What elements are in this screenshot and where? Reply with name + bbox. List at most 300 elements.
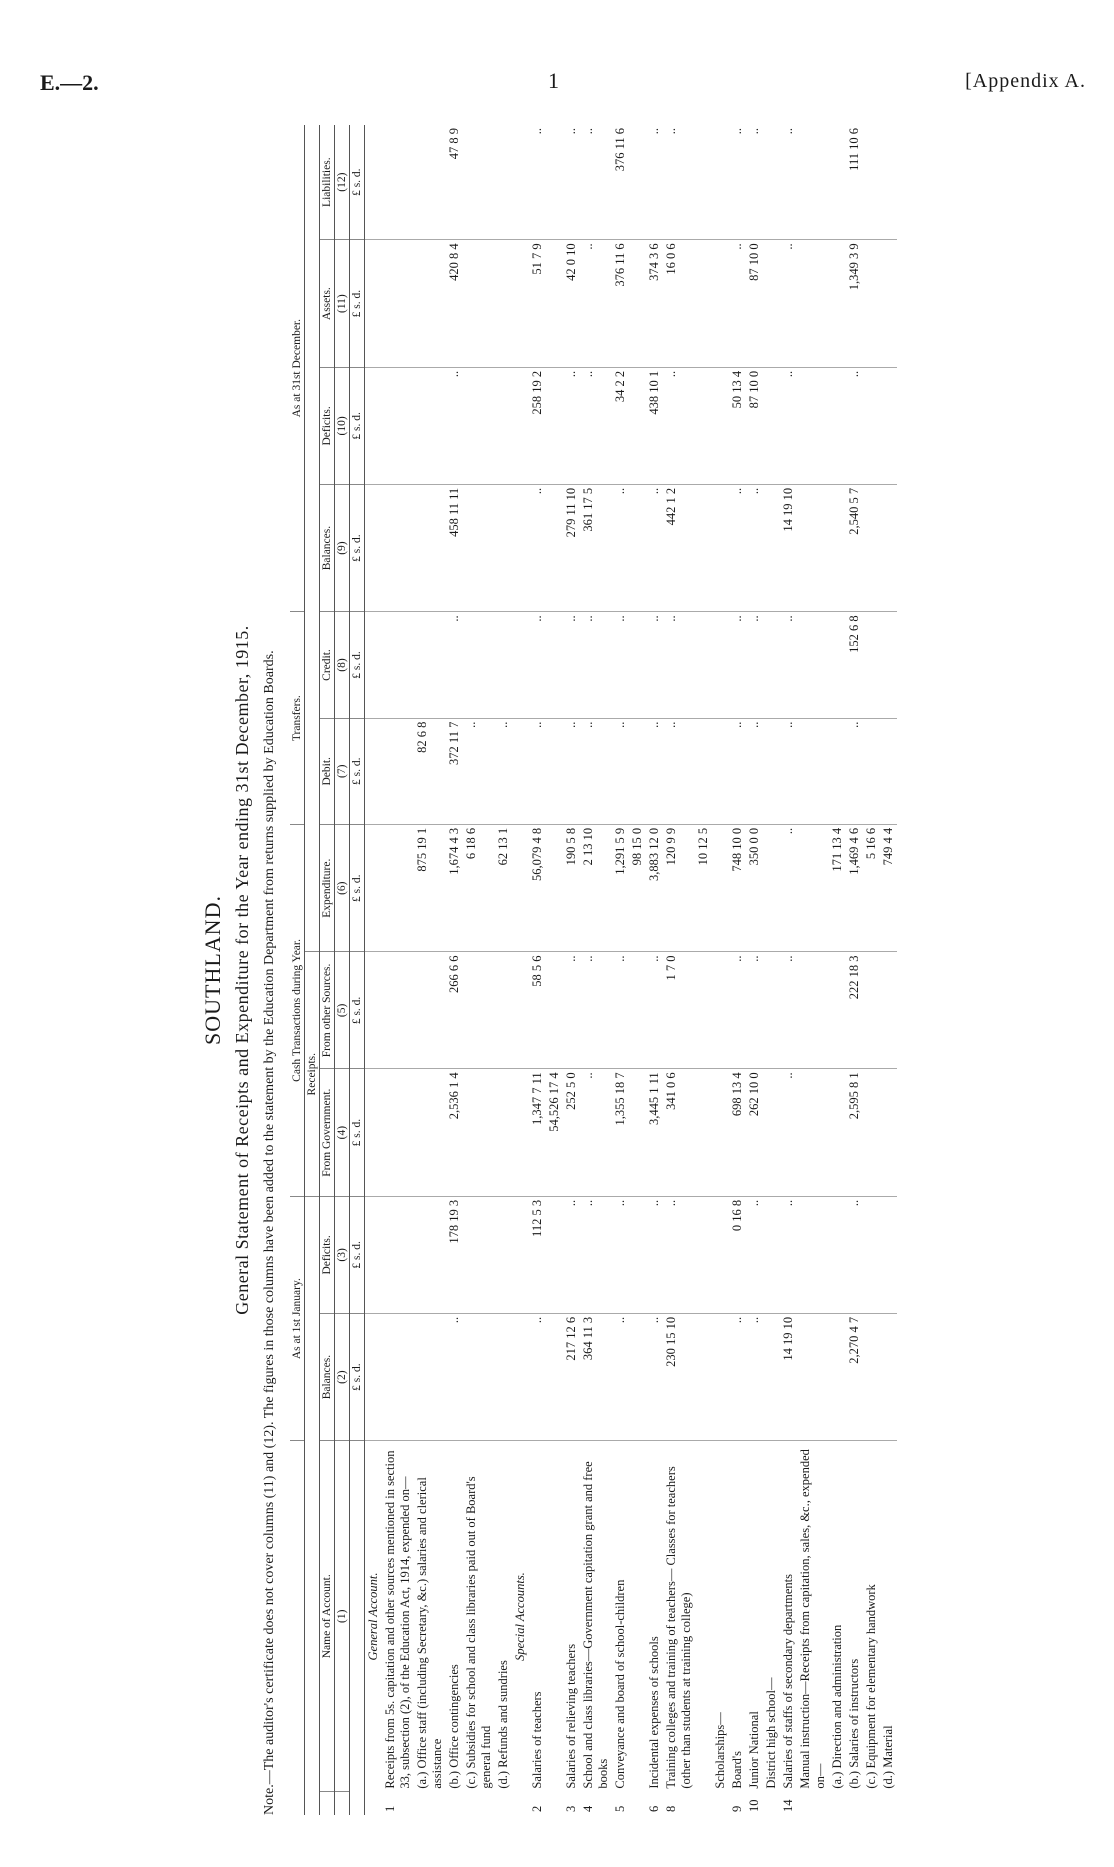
row-number [846, 1792, 863, 1815]
amount-cell: .. [780, 1069, 797, 1197]
column-header: Name of Account. [320, 1441, 335, 1792]
amount-cell [797, 367, 829, 484]
amount-cell [763, 367, 780, 484]
amount-cell [863, 1069, 880, 1197]
table-row [382, 125, 414, 1815]
amount-cell: 152 6 8 [846, 612, 863, 718]
account-name: Junior National [747, 1711, 761, 1789]
amount-cell: .. [646, 952, 663, 1069]
account-name: (b.) Office contingencies [447, 1664, 461, 1789]
table-row [512, 125, 529, 1815]
row-number [512, 1792, 529, 1815]
amount-cell [797, 1196, 829, 1313]
amount-cell [763, 952, 780, 1069]
amount-cell [414, 952, 446, 1069]
page-number: 1 [548, 68, 559, 93]
account-name: Special Accounts. [513, 1572, 527, 1661]
amount-cell: .. [580, 612, 612, 718]
column-header: Credit. [320, 612, 335, 718]
amount-cell: 1,674 4 3 [446, 824, 463, 952]
amount-cell [546, 612, 563, 718]
amount-cell [512, 240, 529, 368]
row-number: 2 [530, 1805, 544, 1812]
amount-cell [629, 1196, 646, 1313]
row-number [712, 1792, 729, 1815]
amount-cell: .. [663, 367, 695, 484]
amount-cell: 2,270 4 7 [846, 1313, 863, 1441]
amount-cell: .. [463, 718, 495, 824]
amount-cell: 1 7 0 [663, 952, 695, 1069]
statement-table [290, 125, 897, 1815]
amount-cell [863, 718, 880, 824]
amount-cell [365, 1313, 383, 1441]
amount-cell [797, 612, 829, 718]
amount-cell [880, 1069, 897, 1197]
amount-cell [829, 1313, 846, 1441]
amount-cell [712, 612, 729, 718]
row-number [414, 1792, 446, 1815]
amount-cell [546, 1196, 563, 1313]
account-name: (d.) Material [881, 1725, 895, 1789]
amount-cell: .. [529, 1313, 546, 1441]
col-index-head [320, 1792, 335, 1815]
account-name: (d.) Refunds and sundries [496, 1660, 510, 1789]
amount-cell [512, 718, 529, 824]
table-row [495, 125, 512, 1815]
table-row [763, 125, 780, 1815]
table-row [663, 125, 695, 1815]
amount-cell: .. [529, 718, 546, 824]
amount-cell: .. [646, 484, 663, 612]
amount-cell: .. [495, 718, 512, 824]
amount-cell: .. [780, 367, 797, 484]
amount-cell [829, 952, 846, 1069]
account-name: Scholarships— [713, 1712, 727, 1789]
amount-cell [512, 1313, 529, 1441]
statement-body [365, 125, 898, 1815]
table-row [712, 125, 729, 1815]
amount-cell [463, 1196, 495, 1313]
amount-cell: 10 12 5 [695, 824, 712, 952]
amount-cell: .. [746, 1313, 763, 1441]
table-row [612, 125, 629, 1815]
amount-cell [695, 484, 712, 612]
table-row [629, 125, 646, 1815]
amount-cell: 1,355 18 7 [612, 1069, 629, 1197]
table-row [695, 125, 712, 1815]
units-spacer [350, 1441, 365, 1815]
row-number [463, 1792, 495, 1815]
table-row [646, 125, 663, 1815]
amount-cell [365, 367, 383, 484]
column-number: (6) [335, 824, 350, 952]
amount-cell [763, 824, 780, 952]
amount-cell: .. [580, 240, 612, 368]
units-label: £ s. d. [350, 240, 365, 368]
amount-cell: 217 12 6 [563, 1313, 580, 1441]
amount-cell: .. [563, 952, 580, 1069]
account-name [629, 1441, 646, 1792]
amount-cell: 87 10 0 [746, 240, 763, 368]
amount-cell: 171 13 4 [829, 824, 846, 952]
amount-cell [712, 1069, 729, 1197]
row-number [629, 1792, 646, 1815]
column-header: Debit. [320, 718, 335, 824]
amount-cell [365, 484, 383, 612]
amount-cell: 1,349 3 9 [846, 240, 863, 368]
amount-cell [629, 718, 646, 824]
amount-cell [829, 718, 846, 824]
amount-cell [863, 612, 880, 718]
amount-cell: .. [529, 484, 546, 612]
amount-cell [463, 612, 495, 718]
amount-cell: 458 11 11 [446, 484, 463, 612]
amount-cell: 258 19 2 [529, 367, 546, 484]
amount-cell [463, 240, 495, 368]
amount-cell [382, 1196, 414, 1313]
amount-cell [863, 484, 880, 612]
amount-cell: 190 5 8 [563, 824, 580, 952]
amount-cell [382, 612, 414, 718]
amount-cell [829, 484, 846, 612]
column-number: (11) [335, 240, 350, 368]
account-name: Salaries of relieving teachers [564, 1643, 578, 1789]
amount-cell [880, 1196, 897, 1313]
amount-cell: 442 1 2 [663, 484, 695, 612]
amount-cell: 34 2 2 [612, 367, 629, 484]
amount-cell [863, 952, 880, 1069]
amount-cell [414, 1196, 446, 1313]
amount-cell [829, 1069, 846, 1197]
amount-cell: 222 18 3 [846, 952, 863, 1069]
amount-cell: 111 10 6 [846, 125, 863, 240]
amount-cell [365, 1069, 383, 1197]
amount-cell: .. [729, 1313, 746, 1441]
units-row [350, 125, 365, 1815]
amount-cell: .. [612, 612, 629, 718]
table-row [563, 125, 580, 1815]
amount-cell: 112 5 3 [529, 1196, 546, 1313]
row-number: 10 [747, 1799, 761, 1812]
amount-cell: 361 17 5 [580, 484, 612, 612]
amount-cell: 262 10 0 [746, 1069, 763, 1197]
amount-cell: .. [729, 125, 746, 240]
amount-cell [495, 952, 512, 1069]
amount-cell: .. [446, 612, 463, 718]
amount-cell [495, 1196, 512, 1313]
table-row [846, 125, 863, 1815]
amount-cell [382, 367, 414, 484]
column-number: (1) [335, 1441, 350, 1792]
amount-cell: 178 19 3 [446, 1196, 463, 1313]
amount-cell [546, 125, 563, 240]
amount-cell [365, 718, 383, 824]
amount-cell [463, 367, 495, 484]
amount-cell: 748 10 0 [729, 824, 746, 952]
amount-cell [797, 240, 829, 368]
amount-cell: 6 18 6 [463, 824, 495, 952]
amount-cell: 698 13 4 [729, 1069, 746, 1197]
amount-cell [829, 612, 846, 718]
account-name: Incidental expenses of schools [647, 1636, 661, 1789]
amount-cell: .. [563, 125, 580, 240]
row-number [365, 1792, 383, 1815]
amount-cell: .. [580, 718, 612, 824]
amount-cell [863, 1196, 880, 1313]
amount-cell [863, 125, 880, 240]
amount-cell: .. [846, 367, 863, 484]
amount-cell: 1,291 5 9 [612, 824, 629, 952]
amount-cell: 14 19 10 [780, 484, 797, 612]
table-row [446, 125, 463, 1815]
subgroup-header-row [305, 125, 320, 1815]
amount-cell [880, 367, 897, 484]
auditor-note: Note.—The auditor's certificate does not cover columns (11) and (12). The figures in those columns have been added to the statement by the Education Department from returns supplied by Education Boards. [262, 650, 277, 1815]
account-name: General Account. [366, 1572, 380, 1661]
amount-cell [829, 1196, 846, 1313]
amount-cell: 47 8 9 [446, 125, 463, 240]
amount-cell [546, 824, 563, 952]
amount-cell [829, 367, 846, 484]
amount-cell: .. [846, 718, 863, 824]
amount-cell: .. [663, 612, 695, 718]
amount-cell: 1,469 4 6 [846, 824, 863, 952]
units-label: £ s. d. [350, 367, 365, 484]
amount-cell: 2,540 5 7 [846, 484, 863, 612]
amount-cell [695, 718, 712, 824]
group-transfers: Transfers. [290, 612, 305, 825]
amount-cell [414, 484, 446, 612]
column-header: Expenditure. [320, 824, 335, 952]
row-number: 1 [383, 1805, 397, 1812]
amount-cell: .. [612, 718, 629, 824]
column-header: Assets. [320, 240, 335, 368]
amount-cell [382, 718, 414, 824]
amount-cell [880, 125, 897, 240]
amount-cell [365, 1196, 383, 1313]
amount-cell: .. [580, 1069, 612, 1197]
amount-cell [463, 1069, 495, 1197]
table-row [414, 125, 446, 1815]
row-number [495, 1792, 512, 1815]
amount-cell: .. [780, 1196, 797, 1313]
amount-cell: 420 8 4 [446, 240, 463, 368]
account-name: Training colleges and training of teachers— Classes for teachers (other than students at training college) [664, 1466, 693, 1789]
amount-cell [365, 240, 383, 368]
amount-cell [495, 125, 512, 240]
row-number: 3 [564, 1805, 578, 1812]
account-name: Receipts from 5s. capitation and other sources mentioned in section 33, subsection (2), of the Education Act, 1914, expended on— [383, 1450, 412, 1789]
amount-cell: .. [563, 612, 580, 718]
amount-cell [695, 125, 712, 240]
amount-cell [763, 240, 780, 368]
amount-cell: .. [780, 125, 797, 240]
amount-cell: 58 5 6 [529, 952, 546, 1069]
units-label: £ s. d. [350, 718, 365, 824]
report-code: E.—2. [40, 70, 99, 95]
table-row [729, 125, 746, 1815]
amount-cell: 1,347 7 11 [529, 1069, 546, 1197]
amount-cell: .. [780, 824, 797, 952]
row-number: 14 [781, 1799, 795, 1812]
amount-cell [763, 1196, 780, 1313]
row-number: 9 [730, 1805, 744, 1812]
amount-cell [695, 952, 712, 1069]
amount-cell: .. [563, 718, 580, 824]
statement-title: General Statement of Receipts and Expenditure for the Year ending 31st December, 1915. [232, 625, 252, 1315]
amount-cell: .. [729, 240, 746, 368]
amount-cell: .. [780, 240, 797, 368]
amount-cell [512, 125, 529, 240]
amount-cell: 42 0 10 [563, 240, 580, 368]
amount-cell [365, 952, 383, 1069]
amount-cell: 2 13 10 [580, 824, 612, 952]
amount-cell: 230 15 10 [663, 1313, 695, 1441]
amount-cell: 56,079 4 8 [529, 824, 546, 952]
amount-cell [880, 718, 897, 824]
amount-cell [414, 240, 446, 368]
amount-cell [712, 824, 729, 952]
amount-cell [712, 718, 729, 824]
amount-cell [463, 1313, 495, 1441]
amount-cell [695, 1313, 712, 1441]
amount-cell [863, 240, 880, 368]
amount-cell [863, 367, 880, 484]
amount-cell [797, 718, 829, 824]
amount-cell: 5 16 6 [863, 824, 880, 952]
amount-cell: 266 6 6 [446, 952, 463, 1069]
group-jan: As at 1st January. [290, 1196, 305, 1440]
amount-cell: 2,536 1 4 [446, 1069, 463, 1197]
amount-cell: .. [646, 612, 663, 718]
column-number: (3) [335, 1196, 350, 1313]
amount-cell: 372 11 7 [446, 718, 463, 824]
row-number [829, 1792, 846, 1815]
group-cash: Cash Transactions during Year. [290, 824, 305, 1196]
table-row [546, 125, 563, 1815]
amount-cell [382, 1313, 414, 1441]
amount-cell [629, 612, 646, 718]
amount-cell: .. [580, 952, 612, 1069]
amount-cell [880, 240, 897, 368]
amount-cell [880, 612, 897, 718]
amount-cell: .. [563, 367, 580, 484]
amount-cell: 875 19 1 [414, 824, 446, 952]
amount-cell [712, 240, 729, 368]
amount-cell: .. [780, 612, 797, 718]
row-number [446, 1792, 463, 1815]
amount-cell: 82 6 8 [414, 718, 446, 824]
amount-cell: 50 13 4 [729, 367, 746, 484]
amount-cell: 376 11 6 [612, 240, 629, 368]
account-name: School and class libraries—Government capitation grant and free books [581, 1461, 610, 1789]
column-header: From other Sources. [320, 952, 335, 1069]
amount-cell: .. [646, 718, 663, 824]
amount-cell [763, 1313, 780, 1441]
units-label: £ s. d. [350, 824, 365, 952]
amount-cell [712, 484, 729, 612]
page-header [0, 60, 1114, 100]
amount-cell [463, 952, 495, 1069]
amount-cell: .. [729, 718, 746, 824]
amount-cell [546, 240, 563, 368]
units-label: £ s. d. [350, 952, 365, 1069]
units-label: £ s. d. [350, 1196, 365, 1313]
table-row [863, 125, 880, 1815]
column-number: (12) [335, 125, 350, 240]
amount-cell: .. [612, 952, 629, 1069]
amount-cell [495, 484, 512, 612]
table-row [529, 125, 546, 1815]
row-number [863, 1792, 880, 1815]
amount-cell [495, 367, 512, 484]
amount-cell: .. [780, 952, 797, 1069]
amount-cell: 252 5 0 [563, 1069, 580, 1197]
amount-cell [695, 612, 712, 718]
amount-cell [629, 367, 646, 484]
column-number: (5) [335, 952, 350, 1069]
column-number: (4) [335, 1069, 350, 1197]
amount-cell: 374 3 6 [646, 240, 663, 368]
table-row [365, 125, 383, 1815]
amount-cell: .. [646, 1196, 663, 1313]
amount-cell: .. [612, 1313, 629, 1441]
amount-cell [763, 612, 780, 718]
amount-cell [629, 240, 646, 368]
amount-cell [365, 612, 383, 718]
amount-cell [512, 484, 529, 612]
account-name [546, 1441, 563, 1792]
amount-cell [797, 824, 829, 952]
amount-cell [629, 1313, 646, 1441]
amount-cell: .. [729, 484, 746, 612]
amount-cell [797, 1313, 829, 1441]
amount-cell [695, 1069, 712, 1197]
amount-cell: .. [846, 1196, 863, 1313]
group-receipts: Receipts. [305, 952, 320, 1196]
column-number-row [335, 125, 350, 1815]
group-dec: As at 31st December. [290, 125, 305, 612]
amount-cell: .. [746, 952, 763, 1069]
amount-cell [829, 125, 846, 240]
amount-cell [546, 367, 563, 484]
column-header: Liabilities. [320, 125, 335, 240]
amount-cell [629, 1069, 646, 1197]
amount-cell: .. [746, 1196, 763, 1313]
amount-cell: 376 11 6 [612, 125, 629, 240]
row-number: 6 [647, 1805, 661, 1812]
group-header-row [290, 125, 305, 1815]
amount-cell: .. [663, 718, 695, 824]
amount-cell: 14 19 10 [780, 1313, 797, 1441]
amount-cell [512, 952, 529, 1069]
amount-cell: .. [746, 718, 763, 824]
account-name: Conveyance and board of school-children [613, 1579, 627, 1789]
amount-cell [712, 125, 729, 240]
column-header: From Government. [320, 1069, 335, 1197]
account-name: (a.) Direction and administration [830, 1624, 844, 1789]
rotated-sheet [200, 125, 1080, 1815]
account-name: Board's [730, 1750, 744, 1789]
amount-cell [546, 952, 563, 1069]
units-label: £ s. d. [350, 484, 365, 612]
account-name: District high school— [764, 1677, 778, 1789]
amount-cell [695, 240, 712, 368]
amount-cell: 51 7 9 [529, 240, 546, 368]
amount-cell [495, 612, 512, 718]
amount-cell [797, 484, 829, 612]
amount-cell: 120 9 9 [663, 824, 695, 952]
